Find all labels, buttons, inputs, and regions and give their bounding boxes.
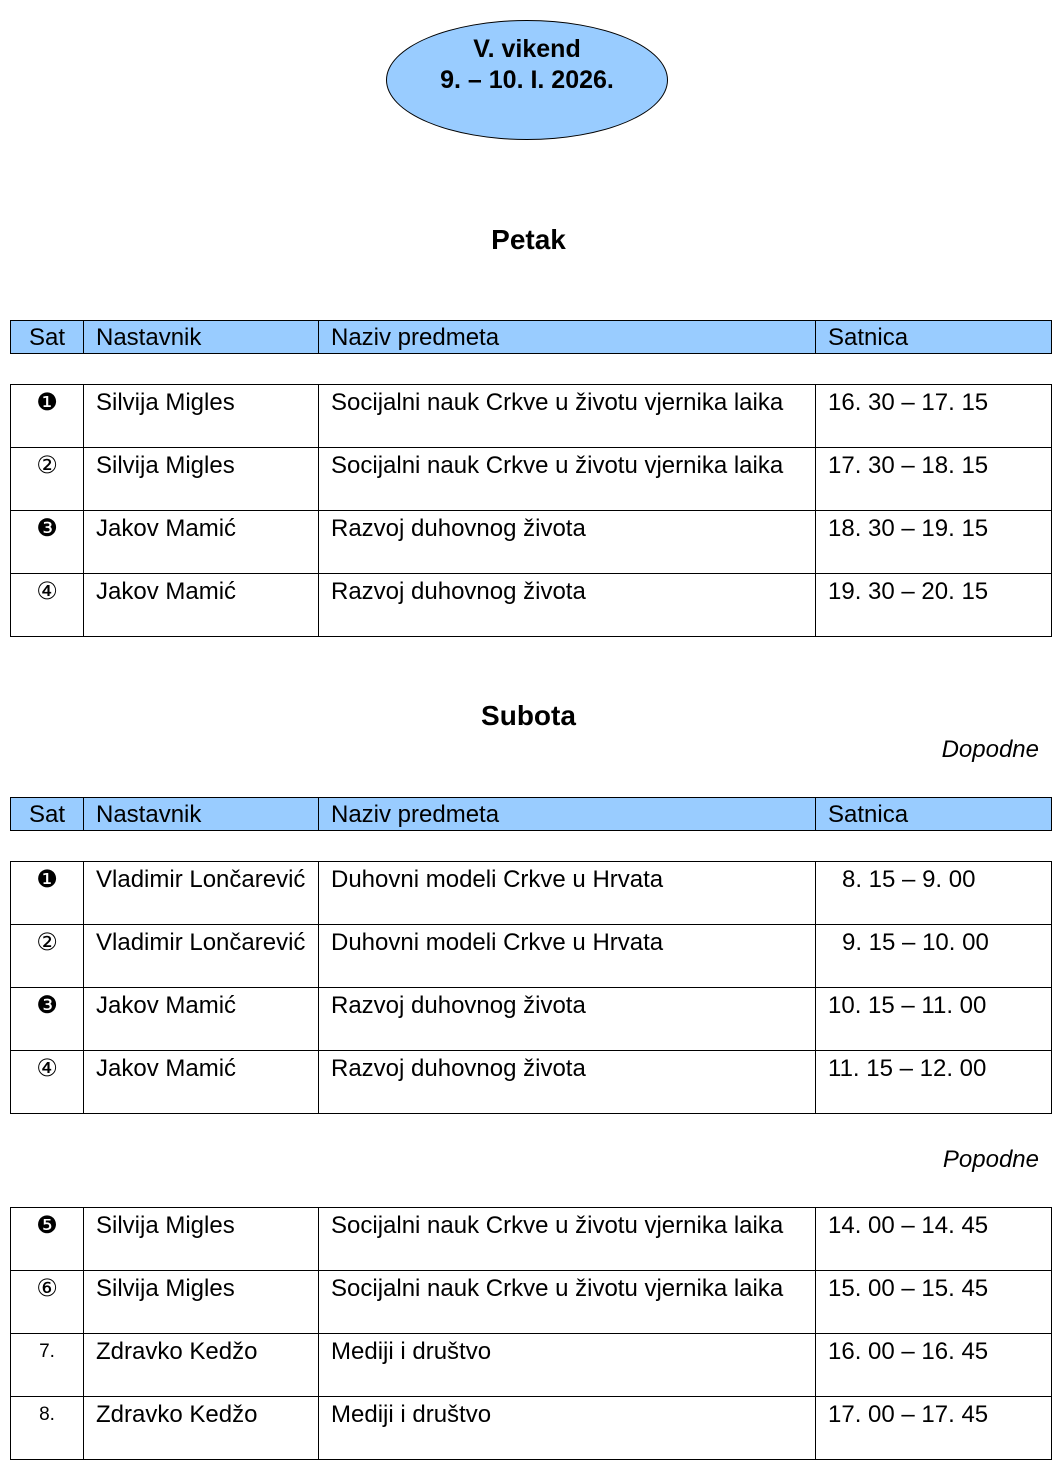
course-name: Mediji i društvo: [319, 1334, 816, 1397]
section-label-popodne: Popodne: [942, 1146, 1039, 1173]
period-number: ④: [11, 574, 84, 637]
period-number: 8.: [11, 1397, 84, 1460]
time-slot: 9. 15 – 10. 00: [816, 925, 1052, 988]
weekend-title-badge: [386, 20, 668, 140]
column-header-sat: Sat: [11, 798, 84, 831]
time-slot: 17. 00 – 17. 45: [816, 1397, 1052, 1460]
table-row: [11, 1334, 1052, 1397]
time-slot: 11. 15 – 12. 00: [816, 1051, 1052, 1114]
column-header-predmet: Naziv predmeta: [319, 321, 816, 354]
time-slot: 17. 30 – 18. 15: [816, 448, 1052, 511]
teacher-name: Zdravko Kedžo: [84, 1334, 319, 1397]
course-name: Duhovni modeli Crkve u Hrvata: [319, 925, 816, 988]
course-name: Razvoj duhovnog života: [319, 1051, 816, 1114]
table-row: [11, 862, 1052, 925]
course-name: Mediji i društvo: [319, 1397, 816, 1460]
period-number: ④: [11, 1051, 84, 1114]
table-row: [11, 448, 1052, 511]
period-number: ②: [11, 925, 84, 988]
course-name: Socijalni nauk Crkve u životu vjernika laika: [319, 448, 816, 511]
period-number: ❺: [11, 1208, 84, 1271]
course-name: Socijalni nauk Crkve u životu vjernika laika: [319, 1271, 816, 1334]
teacher-name: Jakov Mamić: [84, 1051, 319, 1114]
table-row: [11, 385, 1052, 448]
table-row: [11, 925, 1052, 988]
schedule-header-petak: [10, 320, 1052, 354]
table-row: [11, 574, 1052, 637]
teacher-name: Jakov Mamić: [84, 574, 319, 637]
time-slot: 19. 30 – 20. 15: [816, 574, 1052, 637]
period-number: ❸: [11, 988, 84, 1051]
weekend-dates: 9. – 10. I. 2026.: [440, 66, 614, 94]
time-slot: 15. 00 – 15. 45: [816, 1271, 1052, 1334]
course-name: Razvoj duhovnog života: [319, 988, 816, 1051]
schedule-header-subota: [10, 797, 1052, 831]
period-number: 7.: [11, 1334, 84, 1397]
teacher-name: Jakov Mamić: [84, 988, 319, 1051]
table-row: [11, 1397, 1052, 1460]
schedule-table-subota-dopodne: [10, 861, 1052, 1114]
teacher-name: Jakov Mamić: [84, 511, 319, 574]
teacher-name: Vladimir Lončarević: [84, 925, 319, 988]
schedule-table-petak: [10, 384, 1052, 637]
teacher-name: Silvija Migles: [84, 1208, 319, 1271]
day-title-subota: Subota: [481, 700, 576, 731]
time-slot: 16. 00 – 16. 45: [816, 1334, 1052, 1397]
course-name: Razvoj duhovnog života: [319, 574, 816, 637]
day-title-petak: Petak: [491, 224, 566, 255]
teacher-name: Zdravko Kedžo: [84, 1397, 319, 1460]
period-number: ❸: [11, 511, 84, 574]
table-row: [11, 1051, 1052, 1114]
teacher-name: Silvija Migles: [84, 1271, 319, 1334]
table-row: [11, 1271, 1052, 1334]
teacher-name: Silvija Migles: [84, 385, 319, 448]
table-header-row: [11, 798, 1052, 831]
table-row: [11, 511, 1052, 574]
teacher-name: Vladimir Lončarević: [84, 862, 319, 925]
column-header-sat: Sat: [11, 321, 84, 354]
time-slot: 8. 15 – 9. 00: [816, 862, 1052, 925]
course-name: Socijalni nauk Crkve u životu vjernika laika: [319, 1208, 816, 1271]
course-name: Razvoj duhovnog života: [319, 511, 816, 574]
period-number: ⑥: [11, 1271, 84, 1334]
table-header-row: [11, 321, 1052, 354]
teacher-name: Silvija Migles: [84, 448, 319, 511]
table-row: [11, 1208, 1052, 1271]
course-name: Socijalni nauk Crkve u životu vjernika laika: [319, 385, 816, 448]
time-slot: 16. 30 – 17. 15: [816, 385, 1052, 448]
section-label-dopodne: Dopodne: [941, 736, 1039, 763]
period-number: ②: [11, 448, 84, 511]
weekend-title: V. vikend: [473, 35, 581, 63]
column-header-predmet: Naziv predmeta: [319, 798, 816, 831]
time-slot: 14. 00 – 14. 45: [816, 1208, 1052, 1271]
course-name: Duhovni modeli Crkve u Hrvata: [319, 862, 816, 925]
column-header-nastavnik: Nastavnik: [84, 321, 319, 354]
period-number: ❶: [11, 385, 84, 448]
column-header-satnica: Satnica: [816, 798, 1052, 831]
period-number: ❶: [11, 862, 84, 925]
time-slot: 18. 30 – 19. 15: [816, 511, 1052, 574]
schedule-table-subota-popodne: [10, 1207, 1052, 1460]
table-row: [11, 988, 1052, 1051]
time-slot: 10. 15 – 11. 00: [816, 988, 1052, 1051]
column-header-nastavnik: Nastavnik: [84, 798, 319, 831]
column-header-satnica: Satnica: [816, 321, 1052, 354]
